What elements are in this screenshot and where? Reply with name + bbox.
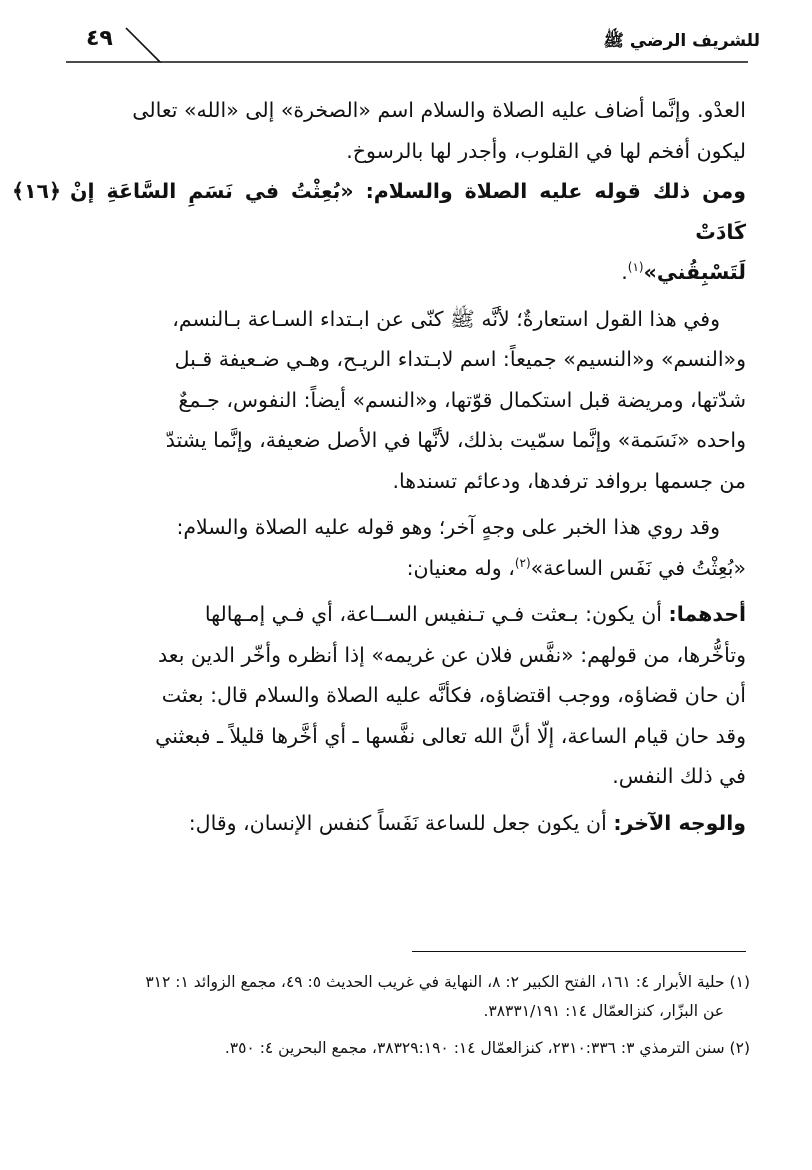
page-number: ٤٩ [86, 26, 113, 51]
section-marker: ﴿١٦﴾ [12, 179, 62, 203]
paragraph-label: أحدهما: [668, 602, 746, 626]
text-line: من جسمها بروافد ترفدها، ودعائم تسندها. [392, 468, 746, 493]
paragraph-2 [12, 171, 746, 293]
text-line: و«النسم» و«النسيم» جميعاً: اسم لابـتداء الريـح، وهـي ضـعيفة قـبل [174, 347, 746, 371]
footnote-2 [66, 1034, 750, 1063]
text-line: . [621, 260, 628, 284]
footnote-line: (٢) سنن الترمذي ٣: ٢٣١٠:٣٣٦، كنزالعمّال ١٤: ٣٨٣٢٩:١٩٠، مجمع البحرين ٤: ٣٥٠. [224, 1039, 750, 1057]
text-line: شدّتها، ومريضة قبل استكمال قوّتها، و«النسم» أيضاً: النفوس، جـمعٌ [178, 387, 746, 412]
paragraph-label: والوجه الآخر: [613, 810, 746, 835]
text-line: لَتَسْبِقُني» [643, 260, 746, 284]
running-header-title: للشريف الرضي ﷺ [603, 31, 760, 51]
footnote-line: (١) حلية الأبرار ٤: ١٦١، الفتح الكبير ٢: ٨، النهاية في غريب الحديث ٥: ٤٩، مجمع الزوائد ١: ٣١٢ [145, 973, 750, 991]
text-line: في ذلك النفس. [612, 764, 746, 788]
main-text [12, 90, 746, 843]
text-line: أن يكون: بـعثت فـي تـنفيس الســاعة، أي فـي إمـهالها [204, 602, 669, 626]
footnotes [66, 968, 750, 1071]
paragraph-3 [70, 299, 746, 502]
text-line: أن حان قضاؤه، ووجب اقتضاؤه، فكأنَّه عليه الصلاة والسلام قال: بعثت [161, 683, 746, 707]
paragraph-6 [70, 803, 746, 844]
footnote-separator [412, 951, 746, 952]
paragraph-5 [70, 594, 746, 797]
text-line: وفي هذا القول استعارةٌ؛ لأنَّه ﷺ كنّى عن ابـتداء السـاعة بـالنسم، [172, 306, 720, 331]
footnote-line: عن البزّار، كنزالعمّال ١٤: ٣٨٣٣١/١٩١. [483, 1002, 724, 1020]
footnote-ref-2[interactable]: (٢) [514, 555, 531, 570]
paragraph-4 [70, 507, 746, 588]
text-line: ومن ذلك قوله عليه الصلاة والسلام: «بُعِثْتُ في نَسَمِ السَّاعَةِ إنْ كَادَتْ [70, 179, 746, 244]
text-line: وقد حان قيام الساعة، إلّا أنَّ الله تعالى نفَّسها ـ أي أخَّرها قليلاً ـ فبعثني [155, 723, 746, 748]
paragraph-1 [70, 90, 746, 171]
text-line: العدْو. وإنَّما أضاف عليه الصلاة والسلام اسم «الصخرة» إلى «الله» تعالى [132, 98, 746, 122]
text-line: ، وله معنيان: [406, 555, 515, 580]
footnote-1 [66, 968, 750, 1026]
text-line: ليكون أفخم لها في القلوب، وأجدر لها بالرسوخ. [346, 138, 746, 163]
text-line: «بُعِثْتُ في نَفَس الساعة» [530, 555, 746, 580]
text-line: أن يكون جعل للساعة نَفَساً كنفس الإنسان، وقال: [188, 810, 614, 835]
text-line: وتأخُّرها، من قولهم: «نفَّس فلان عن غريمه» إذا أنظره وأخّر الدين بعد [158, 642, 746, 667]
footnote-ref-1[interactable]: (١) [627, 260, 644, 275]
text-line: واحده «نَسَمة» وإنَّما سمّيت بذلك، لأنَّها في الأصل ضعيفة، وإنَّما يشتدّ [165, 428, 746, 452]
text-line: وقد روي هذا الخبر على وجهٍ آخر؛ وهو قوله عليه الصلاة والسلام: [176, 515, 720, 539]
